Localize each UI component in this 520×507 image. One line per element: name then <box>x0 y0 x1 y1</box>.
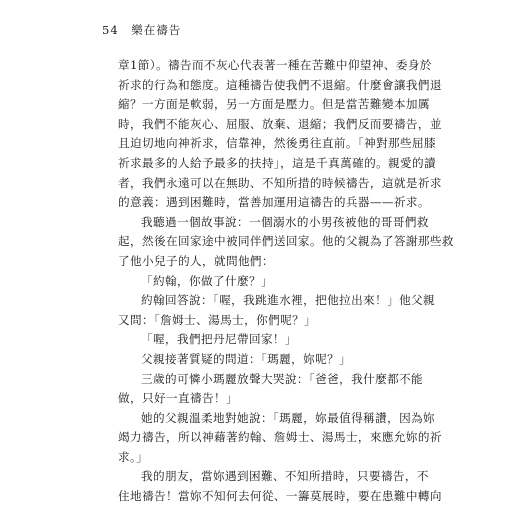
text-line: 了他小兒子的人，就問他們： <box>118 253 274 268</box>
running-header <box>102 22 181 38</box>
text-line: 竭力禱告，所以神藉著約翰、詹姆士、湯馬士，來應允妳的祈 <box>118 430 442 445</box>
text-line: 者，我們永遠可以在無助、不知所措的時候禱告，這就是祈求 <box>118 175 442 190</box>
text-line: 起，然後在回家途中被同伴們送回家。他的父親為了答謝那些救 <box>118 234 454 249</box>
text-line: 三歲的可憐小瑪麗放聲大哭說：「爸爸，我什麼都不能 <box>141 371 424 386</box>
body-text <box>118 56 454 507</box>
text-line: 縮？一方面是軟弱，另一方面是壓力。但是當苦難變本加厲 <box>118 97 430 112</box>
text-line: 時，我們不能灰心、屈服、放棄、退縮；我們反而要禱告，並 <box>118 116 442 131</box>
text-line: 求。」 <box>118 449 149 464</box>
text-line: 且迫切地向神祈求，信靠神，然後勇往直前。「神對那些屈膝 <box>118 136 437 151</box>
text-line: 祈求最多的人給予最多的扶持」，這是千真萬確的。親愛的讀 <box>118 155 437 170</box>
text-line: 章1節）。禱告而不灰心代表著一種在苦難中仰望神、委身於 <box>118 58 432 72</box>
text-line: 父親接著質疑的問道：「瑪麗，妳呢？」 <box>141 351 352 366</box>
text-line: 我聽過一個故事說：一個溺水的小男孩被他的哥哥們救 <box>141 214 429 229</box>
text-line: 住地禱告！當妳不知何去何從、一籌莫展時，要在患難中轉向 <box>118 489 442 504</box>
book-title: 樂在禱告 <box>131 23 182 37</box>
text-line: 我的朋友，當妳遇到困難、不知所措時，只要禱告，不 <box>141 469 429 484</box>
page-number: 54 <box>102 23 119 37</box>
text-line: 她的父親溫柔地對她說：「瑪麗，妳最值得稱讚，因為妳 <box>141 410 436 425</box>
text-line: 約翰回答說：「喔，我跳進水裡，把他拉出來！」他父親 <box>141 293 436 308</box>
text-line: 「喔，我們把丹尼帶回家！」 <box>141 332 297 347</box>
text-line: 又問：「詹姆士、湯馬士，你們呢？」 <box>118 312 317 327</box>
text-line: 祈求的行為和態度。這種禱告使我們不退縮。什麼會讓我們退 <box>118 77 442 92</box>
text-line: 的意義：遇到困難時，當善加運用這禱告的兵器——祈求。 <box>118 195 430 210</box>
text-line: 做，只好一直禱告！」 <box>118 391 238 406</box>
text-line: 「約翰，你做了什麼？」 <box>141 273 273 288</box>
